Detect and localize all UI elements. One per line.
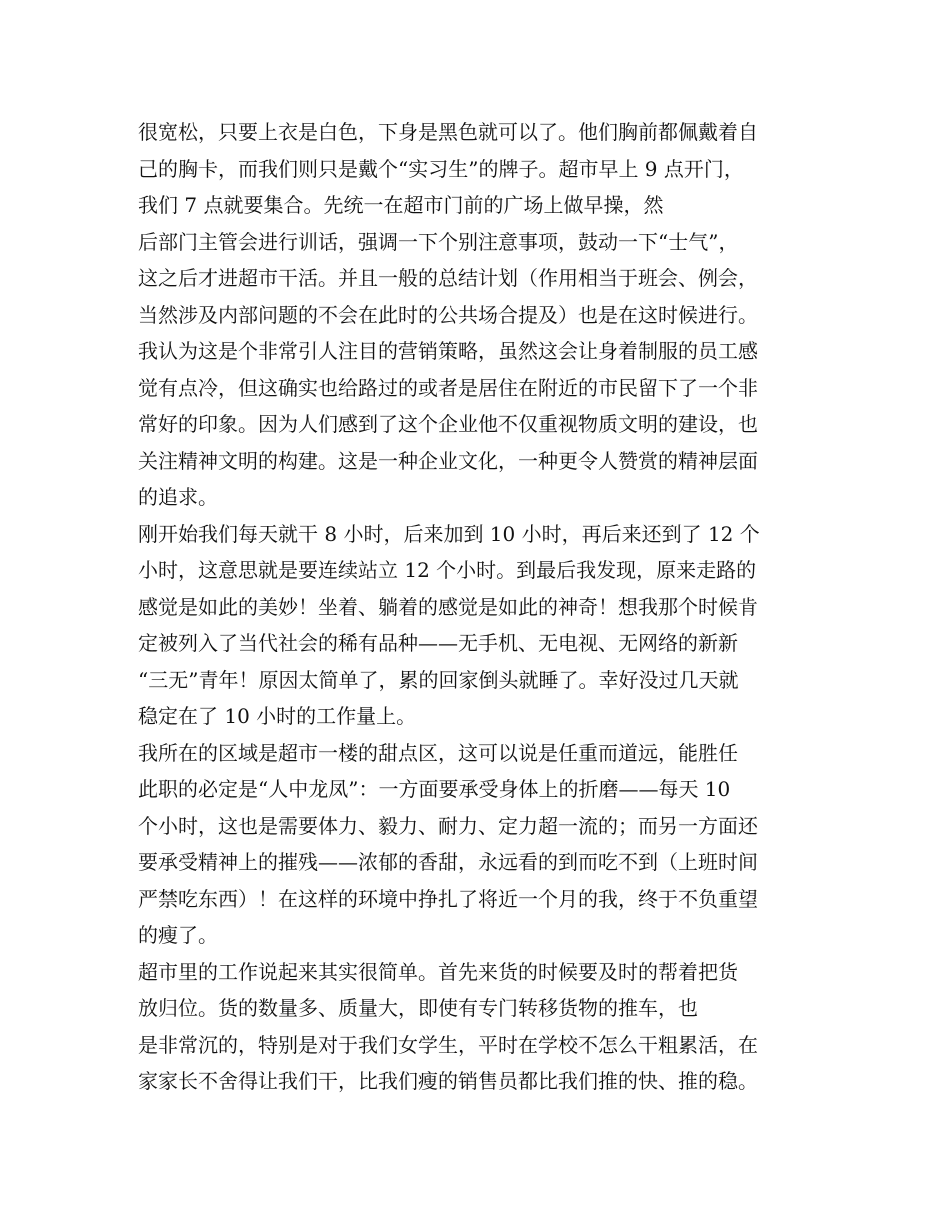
- text-line: 稳定在了 10 小时的工作量上。: [138, 704, 417, 728]
- text-line: 要承受精神上的摧残——浓郁的香甜，永远看的到而吃不到（上班时间: [138, 850, 758, 874]
- text-line: 小时，这意思就是要连续站立 12 个小时。到最后我发现，原来走路的: [138, 558, 757, 582]
- text-line: 个小时，这也是需要体力、毅力、耐力、定力超一流的；而另一方面还: [138, 813, 758, 838]
- text-line: 家家长不舍得让我们干，比我们瘦的销售员都比我们推的快、推的稳。: [138, 1069, 758, 1093]
- text-line: 刚开始我们每天就干 8 小时，后来加到 10 小时，再后来还到了 12 个: [138, 521, 760, 546]
- text-line: 严禁吃东西）！在这样的环境中挣扎了将近一个月的我，终于不负重望: [138, 886, 758, 911]
- text-line: 后部门主管会进行训话，强调一下个别注意事项，鼓动一下“士气”，: [138, 229, 739, 254]
- text-line: 此职的必定是“人中龙凤”：一方面要承受身体上的折磨——每天 10: [138, 777, 731, 801]
- text-line: 的追求。: [138, 485, 218, 509]
- text-line: 是非常沉的，特别是对于我们女学生，平时在学校不怎么干粗累活，在: [138, 1032, 758, 1057]
- text-line: 放归位。货的数量多、质量大，即使有专门转移货物的推车，也: [138, 996, 698, 1020]
- text-line: 超市里的工作说起来其实很简单。首先来货的时候要及时的帮着把货: [138, 959, 738, 984]
- text-line: 觉有点冷，但这确实也给路过的或者是居住在附近的市民留下了一个非: [138, 375, 758, 400]
- text-line: 感觉是如此的美妙！坐着、躺着的感觉是如此的神奇！想我那个时候肯: [138, 594, 758, 619]
- text-line: 己的胸卡，而我们则只是戴个“实习生”的牌子。超市早上 9 点开门，: [138, 156, 744, 181]
- text-line: 定被列入了当代社会的稀有品种——无手机、无电视、无网络的新新: [138, 631, 738, 655]
- text-line: “三无”青年！原因太简单了，累的回家倒头就睡了。幸好没过几天就: [138, 667, 739, 692]
- text-line: 很宽松，只要上衣是白色，下身是黑色就可以了。他们胸前都佩戴着自: [138, 120, 758, 144]
- text-line: 当然涉及内部问题的不会在此时的公共场合提及）也是在这时候进行。: [138, 302, 758, 327]
- text-line: 我所在的区域是超市一楼的甜点区，这可以说是任重而道远，能胜任: [138, 740, 738, 765]
- text-line: 我们 7 点就要集合。先统一在超市门前的广场上做早操，然: [138, 193, 664, 217]
- text-line: 这之后才进超市干活。并且一般的总结计划（作用相当于班会、例会，: [138, 266, 758, 290]
- text-line: 关注精神文明的构建。这是一种企业文化，一种更令人赞赏的精神层面: [138, 448, 758, 473]
- text-line: 的瘦了。: [138, 923, 218, 947]
- body-text: [138, 114, 818, 1100]
- text-line: 我认为这是个非常引人注目的营销策略，虽然这会让身着制服的员工感: [138, 339, 758, 363]
- text-line: 常好的印象。因为人们感到了这个企业他不仅重视物质文明的建设，也: [138, 412, 758, 436]
